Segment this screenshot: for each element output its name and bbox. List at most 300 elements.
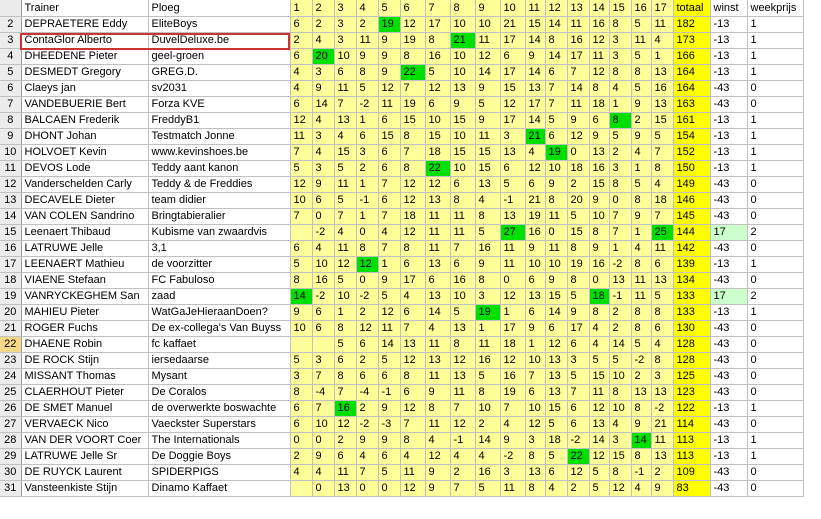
weekprijs-cell[interactable]: 0 xyxy=(747,385,803,401)
score-cell[interactable]: 8 xyxy=(609,465,631,481)
team-cell[interactable]: 3,1 xyxy=(148,241,290,257)
total-cell[interactable]: 109 xyxy=(673,465,710,481)
weekprijs-cell[interactable]: 0 xyxy=(747,369,803,385)
score-cell[interactable]: 3 xyxy=(500,129,525,145)
team-cell[interactable]: Mysant xyxy=(148,369,290,385)
score-cell[interactable]: 2 xyxy=(631,113,651,129)
score-cell[interactable]: 6 xyxy=(290,417,312,433)
score-cell[interactable]: 0 xyxy=(609,193,631,209)
score-cell[interactable]: 0 xyxy=(290,433,312,449)
score-cell[interactable]: 6 xyxy=(356,369,378,385)
score-cell[interactable]: 8 xyxy=(589,225,609,241)
score-cell[interactable]: 7 xyxy=(312,401,334,417)
score-cell[interactable]: 5 xyxy=(609,353,631,369)
score-cell[interactable]: 9 xyxy=(425,385,450,401)
score-cell[interactable]: 10 xyxy=(545,161,567,177)
score-cell[interactable]: 12 xyxy=(589,33,609,49)
winst-cell[interactable]: -43 xyxy=(710,81,747,97)
score-cell[interactable]: 9 xyxy=(631,417,651,433)
trainer-cell[interactable]: DHEEDENE Pieter xyxy=(21,49,148,65)
team-cell[interactable]: GREG.D. xyxy=(148,65,290,81)
score-cell[interactable]: 10 xyxy=(334,289,356,305)
score-cell[interactable]: 13 xyxy=(545,369,567,385)
score-cell[interactable]: 1 xyxy=(631,225,651,241)
winst-cell[interactable]: -43 xyxy=(710,97,747,113)
score-cell[interactable]: 8 xyxy=(609,17,631,33)
row-header[interactable]: 12 xyxy=(0,177,21,193)
score-cell[interactable]: 5 xyxy=(631,49,651,65)
score-cell[interactable]: 7 xyxy=(545,81,567,97)
score-cell[interactable]: 8 xyxy=(651,305,673,321)
score-cell[interactable]: 21 xyxy=(500,17,525,33)
score-cell[interactable]: 6 xyxy=(400,305,425,321)
score-cell[interactable]: 12 xyxy=(500,289,525,305)
trainer-cell[interactable]: Claeys jan xyxy=(21,81,148,97)
score-cell[interactable]: 11 xyxy=(334,241,356,257)
score-cell[interactable]: 12 xyxy=(589,449,609,465)
score-cell[interactable]: 16 xyxy=(589,17,609,33)
score-cell[interactable]: 9 xyxy=(356,49,378,65)
score-cell[interactable]: 13 xyxy=(425,289,450,305)
score-cell[interactable]: 9 xyxy=(378,65,400,81)
score-cell[interactable]: 25 xyxy=(651,225,673,241)
score-cell[interactable]: 12 xyxy=(334,417,356,433)
score-cell[interactable]: 8 xyxy=(545,33,567,49)
score-cell[interactable]: 13 xyxy=(425,193,450,209)
row-header[interactable] xyxy=(0,0,21,17)
score-cell[interactable]: 3 xyxy=(312,161,334,177)
score-cell[interactable]: -1 xyxy=(450,433,475,449)
trainer-cell[interactable]: VAN COLEN Sandrino xyxy=(21,209,148,225)
row-header[interactable]: 15 xyxy=(0,225,21,241)
score-cell[interactable]: 14 xyxy=(312,97,334,113)
score-cell[interactable]: 10 xyxy=(450,161,475,177)
score-cell[interactable]: -1 xyxy=(356,193,378,209)
score-cell[interactable]: 1 xyxy=(525,337,545,353)
score-cell[interactable]: 13 xyxy=(651,385,673,401)
header-cell[interactable]: 17 xyxy=(651,0,673,17)
score-cell[interactable]: 4 xyxy=(631,481,651,497)
score-cell[interactable]: 3 xyxy=(567,353,589,369)
header-cell[interactable]: 9 xyxy=(475,0,500,17)
team-cell[interactable]: Forza KVE xyxy=(148,97,290,113)
score-cell[interactable]: 4 xyxy=(631,145,651,161)
score-cell[interactable]: 21 xyxy=(651,417,673,433)
score-cell[interactable]: 11 xyxy=(500,481,525,497)
score-cell[interactable]: 4 xyxy=(425,321,450,337)
score-cell[interactable]: -1 xyxy=(631,465,651,481)
score-cell[interactable]: 6 xyxy=(500,161,525,177)
row-header[interactable]: 11 xyxy=(0,161,21,177)
score-cell[interactable]: 6 xyxy=(378,145,400,161)
winst-cell[interactable]: -13 xyxy=(710,401,747,417)
score-cell[interactable]: 2 xyxy=(651,465,673,481)
score-cell[interactable]: 6 xyxy=(378,113,400,129)
score-cell[interactable]: 12 xyxy=(356,321,378,337)
score-cell[interactable]: 6 xyxy=(312,305,334,321)
score-cell[interactable]: 4 xyxy=(545,481,567,497)
header-cell[interactable]: 2 xyxy=(312,0,334,17)
total-cell[interactable]: 182 xyxy=(673,17,710,33)
score-cell[interactable]: -2 xyxy=(567,433,589,449)
score-cell[interactable]: 5 xyxy=(567,289,589,305)
header-cell[interactable]: 13 xyxy=(567,0,589,17)
score-cell[interactable]: 8 xyxy=(400,49,425,65)
weekprijs-cell[interactable]: 0 xyxy=(747,321,803,337)
score-cell[interactable]: 7 xyxy=(400,81,425,97)
score-cell[interactable]: 9 xyxy=(651,481,673,497)
score-cell[interactable]: 14 xyxy=(567,81,589,97)
score-cell[interactable]: 6 xyxy=(400,385,425,401)
score-cell[interactable]: 16 xyxy=(651,81,673,97)
score-cell[interactable]: -2 xyxy=(631,353,651,369)
score-cell[interactable]: 19 xyxy=(567,257,589,273)
score-cell[interactable]: 6 xyxy=(425,97,450,113)
score-cell[interactable]: 13 xyxy=(589,417,609,433)
score-cell[interactable]: 7 xyxy=(609,209,631,225)
winst-cell[interactable]: -13 xyxy=(710,145,747,161)
total-cell[interactable]: 114 xyxy=(673,417,710,433)
score-cell[interactable]: 5 xyxy=(567,369,589,385)
score-cell[interactable]: 6 xyxy=(312,321,334,337)
total-cell[interactable]: 144 xyxy=(673,225,710,241)
trainer-cell[interactable]: DE SMET Manuel xyxy=(21,401,148,417)
score-cell[interactable]: 4 xyxy=(475,193,500,209)
header-cell[interactable]: 7 xyxy=(425,0,450,17)
score-cell[interactable]: 13 xyxy=(334,113,356,129)
score-cell[interactable]: 15 xyxy=(378,129,400,145)
team-cell[interactable]: Teddy aant kanon xyxy=(148,161,290,177)
trainer-cell[interactable]: Leenaert Thibaud xyxy=(21,225,148,241)
score-cell[interactable]: 21 xyxy=(525,193,545,209)
score-cell[interactable]: 18 xyxy=(500,337,525,353)
score-cell[interactable]: 12 xyxy=(400,177,425,193)
score-cell[interactable]: 6 xyxy=(290,17,312,33)
row-header[interactable]: 8 xyxy=(0,113,21,129)
score-cell[interactable]: 13 xyxy=(631,385,651,401)
score-cell[interactable]: 19 xyxy=(525,209,545,225)
team-cell[interactable]: Dinamo Kaffaet xyxy=(148,481,290,497)
winst-cell[interactable]: -43 xyxy=(710,273,747,289)
weekprijs-cell[interactable]: 1 xyxy=(747,161,803,177)
score-cell[interactable]: 8 xyxy=(567,241,589,257)
score-cell[interactable]: 11 xyxy=(475,337,500,353)
score-cell[interactable]: 8 xyxy=(589,305,609,321)
score-cell[interactable]: 8 xyxy=(400,161,425,177)
score-cell[interactable]: 2 xyxy=(567,177,589,193)
trainer-cell[interactable]: DHONT Johan xyxy=(21,129,148,145)
score-cell[interactable]: 8 xyxy=(475,385,500,401)
winst-cell[interactable]: -43 xyxy=(710,209,747,225)
score-cell[interactable]: 12 xyxy=(425,81,450,97)
weekprijs-cell[interactable]: 1 xyxy=(747,129,803,145)
winst-cell[interactable]: -13 xyxy=(710,33,747,49)
score-cell[interactable]: 10 xyxy=(450,289,475,305)
score-cell[interactable]: 0 xyxy=(589,273,609,289)
trainer-cell[interactable]: BALCAEN Frederik xyxy=(21,113,148,129)
score-cell[interactable]: 6 xyxy=(545,65,567,81)
score-cell[interactable]: 5 xyxy=(631,177,651,193)
score-cell[interactable]: 10 xyxy=(425,113,450,129)
score-cell[interactable]: 17 xyxy=(425,17,450,33)
score-cell[interactable]: 10 xyxy=(450,129,475,145)
score-cell[interactable]: 15 xyxy=(545,401,567,417)
score-cell[interactable]: 1 xyxy=(609,241,631,257)
score-cell[interactable]: 8 xyxy=(631,401,651,417)
score-cell[interactable]: 15 xyxy=(450,145,475,161)
score-cell[interactable]: 16 xyxy=(525,225,545,241)
score-cell[interactable]: 17 xyxy=(500,113,525,129)
score-cell[interactable]: 5 xyxy=(545,417,567,433)
header-cell[interactable]: 3 xyxy=(334,0,356,17)
score-cell[interactable]: 13 xyxy=(425,257,450,273)
total-cell[interactable]: 149 xyxy=(673,177,710,193)
score-cell[interactable]: 5 xyxy=(450,305,475,321)
score-cell[interactable]: 13 xyxy=(400,337,425,353)
score-cell[interactable]: 11 xyxy=(425,417,450,433)
score-cell[interactable]: 14 xyxy=(631,433,651,449)
score-cell[interactable]: 16 xyxy=(475,241,500,257)
score-cell[interactable]: 16 xyxy=(589,257,609,273)
score-cell[interactable]: 9 xyxy=(525,321,545,337)
weekprijs-cell[interactable]: 0 xyxy=(747,81,803,97)
score-cell[interactable]: 5 xyxy=(378,289,400,305)
row-header[interactable]: 9 xyxy=(0,129,21,145)
score-cell[interactable]: 14 xyxy=(545,17,567,33)
score-cell[interactable]: 4 xyxy=(334,225,356,241)
score-cell[interactable]: 7 xyxy=(609,225,631,241)
row-header[interactable]: 26 xyxy=(0,401,21,417)
team-cell[interactable]: Testmatch Jonne xyxy=(148,129,290,145)
score-cell[interactable]: 4 xyxy=(425,433,450,449)
score-cell[interactable]: 19 xyxy=(378,17,400,33)
score-cell[interactable]: 0 xyxy=(356,273,378,289)
score-cell[interactable]: 15 xyxy=(525,17,545,33)
score-cell[interactable]: 11 xyxy=(334,81,356,97)
trainer-cell[interactable]: LATRUWE Jelle xyxy=(21,241,148,257)
score-cell[interactable]: 12 xyxy=(567,465,589,481)
score-cell[interactable]: 15 xyxy=(400,113,425,129)
score-cell[interactable]: 11 xyxy=(450,209,475,225)
score-cell[interactable]: 4 xyxy=(450,449,475,465)
score-cell[interactable]: 11 xyxy=(651,241,673,257)
score-cell[interactable]: 11 xyxy=(425,369,450,385)
score-cell[interactable]: 6 xyxy=(651,257,673,273)
score-cell[interactable]: 3 xyxy=(334,33,356,49)
score-cell[interactable]: 14 xyxy=(545,49,567,65)
score-cell[interactable]: 11 xyxy=(475,129,500,145)
winst-cell[interactable]: -43 xyxy=(710,369,747,385)
score-cell[interactable]: 6 xyxy=(589,113,609,129)
score-cell[interactable]: 1 xyxy=(631,161,651,177)
trainer-cell[interactable]: DEVOS Lode xyxy=(21,161,148,177)
score-cell[interactable]: 7 xyxy=(545,97,567,113)
score-cell[interactable]: 18 xyxy=(589,289,609,305)
score-cell[interactable]: 16 xyxy=(589,161,609,177)
score-cell[interactable]: 9 xyxy=(475,113,500,129)
score-cell[interactable]: 7 xyxy=(567,385,589,401)
winst-cell[interactable]: -13 xyxy=(710,113,747,129)
score-cell[interactable]: 13 xyxy=(589,145,609,161)
score-cell[interactable]: 14 xyxy=(290,289,312,305)
score-cell[interactable]: 8 xyxy=(290,385,312,401)
score-cell[interactable]: 14 xyxy=(525,33,545,49)
score-cell[interactable]: 0 xyxy=(500,273,525,289)
score-cell[interactable]: 10 xyxy=(450,17,475,33)
total-cell[interactable]: 142 xyxy=(673,241,710,257)
score-cell[interactable]: 14 xyxy=(475,433,500,449)
header-cell[interactable]: 10 xyxy=(500,0,525,17)
score-cell[interactable]: 9 xyxy=(378,433,400,449)
score-cell[interactable]: 15 xyxy=(567,225,589,241)
score-cell[interactable]: 7 xyxy=(567,65,589,81)
header-cell[interactable]: 16 xyxy=(631,0,651,17)
score-cell[interactable]: 13 xyxy=(525,81,545,97)
score-cell[interactable]: 11 xyxy=(378,97,400,113)
trainer-cell[interactable]: Vansteenkiste Stijn xyxy=(21,481,148,497)
total-cell[interactable]: 145 xyxy=(673,209,710,225)
score-cell[interactable]: 4 xyxy=(312,113,334,129)
score-cell[interactable]: 6 xyxy=(545,321,567,337)
score-cell[interactable]: 9 xyxy=(631,97,651,113)
score-cell[interactable]: 16 xyxy=(312,273,334,289)
score-cell[interactable]: 13 xyxy=(651,273,673,289)
row-header[interactable]: 29 xyxy=(0,449,21,465)
score-cell[interactable]: 11 xyxy=(500,257,525,273)
score-cell[interactable]: 10 xyxy=(609,401,631,417)
row-header[interactable]: 16 xyxy=(0,241,21,257)
score-cell[interactable]: 9 xyxy=(356,433,378,449)
score-cell[interactable]: 6 xyxy=(356,129,378,145)
score-cell[interactable]: 9 xyxy=(525,241,545,257)
score-cell[interactable]: 7 xyxy=(400,321,425,337)
score-cell[interactable]: 5 xyxy=(651,289,673,305)
score-cell[interactable]: 12 xyxy=(525,161,545,177)
trainer-cell[interactable]: LEENAERT Mathieu xyxy=(21,257,148,273)
score-cell[interactable]: 5 xyxy=(631,337,651,353)
score-cell[interactable]: -4 xyxy=(312,385,334,401)
trainer-cell[interactable]: DHAENE Robin xyxy=(21,337,148,353)
total-cell[interactable]: 130 xyxy=(673,321,710,337)
score-cell[interactable]: 19 xyxy=(400,33,425,49)
score-cell[interactable]: 11 xyxy=(425,241,450,257)
score-cell[interactable]: 22 xyxy=(567,449,589,465)
score-cell[interactable]: 4 xyxy=(651,337,673,353)
trainer-cell[interactable]: Vanderschelden Carly xyxy=(21,177,148,193)
winst-cell[interactable]: -43 xyxy=(710,481,747,497)
total-cell[interactable]: 83 xyxy=(673,481,710,497)
trainer-cell[interactable]: DE ROCK Stijn xyxy=(21,353,148,369)
score-cell[interactable]: 5 xyxy=(545,449,567,465)
score-cell[interactable]: -2 xyxy=(500,449,525,465)
score-cell[interactable]: 8 xyxy=(400,241,425,257)
row-header[interactable]: 23 xyxy=(0,353,21,369)
score-cell[interactable]: 2 xyxy=(356,353,378,369)
team-cell[interactable]: FreddyB1 xyxy=(148,113,290,129)
score-cell[interactable]: 10 xyxy=(525,353,545,369)
team-cell[interactable]: WatGaJeHieraanDoen? xyxy=(148,305,290,321)
total-cell[interactable]: 123 xyxy=(673,385,710,401)
score-cell[interactable]: 12 xyxy=(500,353,525,369)
score-cell[interactable]: 13 xyxy=(500,209,525,225)
score-cell[interactable]: 2 xyxy=(450,465,475,481)
score-cell[interactable]: 14 xyxy=(589,433,609,449)
score-cell[interactable]: 22 xyxy=(425,161,450,177)
row-header[interactable]: 18 xyxy=(0,273,21,289)
winst-cell[interactable]: -43 xyxy=(710,337,747,353)
score-cell[interactable]: 4 xyxy=(312,241,334,257)
winst-cell[interactable]: -43 xyxy=(710,241,747,257)
score-cell[interactable]: 6 xyxy=(290,241,312,257)
winst-cell[interactable]: -43 xyxy=(710,321,747,337)
score-cell[interactable]: 8 xyxy=(525,481,545,497)
score-cell[interactable]: 5 xyxy=(567,209,589,225)
weekprijs-cell[interactable]: 1 xyxy=(747,305,803,321)
score-cell[interactable]: 4 xyxy=(312,145,334,161)
score-cell[interactable]: 4 xyxy=(651,177,673,193)
score-cell[interactable]: 8 xyxy=(425,33,450,49)
score-cell[interactable] xyxy=(312,337,334,353)
score-cell[interactable]: 8 xyxy=(631,321,651,337)
score-cell[interactable]: 21 xyxy=(450,33,475,49)
score-cell[interactable]: 11 xyxy=(500,241,525,257)
score-cell[interactable]: 16 xyxy=(567,33,589,49)
score-cell[interactable]: 19 xyxy=(475,305,500,321)
score-cell[interactable]: 16 xyxy=(334,401,356,417)
score-cell[interactable]: 4 xyxy=(400,289,425,305)
score-cell[interactable]: 4 xyxy=(500,417,525,433)
score-cell[interactable]: 18 xyxy=(425,145,450,161)
header-cell[interactable]: 6 xyxy=(400,0,425,17)
score-cell[interactable]: 12 xyxy=(400,401,425,417)
score-cell[interactable]: 6 xyxy=(334,449,356,465)
score-cell[interactable]: 19 xyxy=(545,145,567,161)
team-cell[interactable]: Vaeckster Superstars xyxy=(148,417,290,433)
total-cell[interactable]: 164 xyxy=(673,81,710,97)
score-cell[interactable]: 5 xyxy=(545,113,567,129)
score-cell[interactable]: 2 xyxy=(631,369,651,385)
score-cell[interactable]: 12 xyxy=(400,17,425,33)
score-cell[interactable]: 6 xyxy=(567,417,589,433)
total-cell[interactable]: 134 xyxy=(673,273,710,289)
total-cell[interactable]: 125 xyxy=(673,369,710,385)
team-cell[interactable]: zaad xyxy=(148,289,290,305)
score-cell[interactable]: 16 xyxy=(500,369,525,385)
score-cell[interactable]: 13 xyxy=(334,481,356,497)
score-cell[interactable]: 9 xyxy=(631,209,651,225)
score-cell[interactable]: 10 xyxy=(450,65,475,81)
score-cell[interactable]: 4 xyxy=(334,129,356,145)
score-cell[interactable]: 6 xyxy=(525,177,545,193)
score-cell[interactable]: 15 xyxy=(500,81,525,97)
score-cell[interactable]: 13 xyxy=(500,145,525,161)
score-cell[interactable]: 19 xyxy=(500,385,525,401)
score-cell[interactable]: 4 xyxy=(378,225,400,241)
score-cell[interactable]: 0 xyxy=(356,481,378,497)
score-cell[interactable]: 5 xyxy=(425,65,450,81)
winst-cell[interactable]: -13 xyxy=(710,65,747,81)
header-cell[interactable]: totaal xyxy=(673,0,710,17)
score-cell[interactable]: 6 xyxy=(356,337,378,353)
weekprijs-cell[interactable]: 0 xyxy=(747,241,803,257)
trainer-cell[interactable]: MAHIEU Pieter xyxy=(21,305,148,321)
score-cell[interactable]: 10 xyxy=(589,209,609,225)
score-cell[interactable]: 8 xyxy=(450,193,475,209)
score-cell[interactable]: 3 xyxy=(334,17,356,33)
header-cell[interactable]: 15 xyxy=(609,0,631,17)
weekprijs-cell[interactable]: 0 xyxy=(747,353,803,369)
trainer-cell[interactable]: DESMEDT Gregory xyxy=(21,65,148,81)
